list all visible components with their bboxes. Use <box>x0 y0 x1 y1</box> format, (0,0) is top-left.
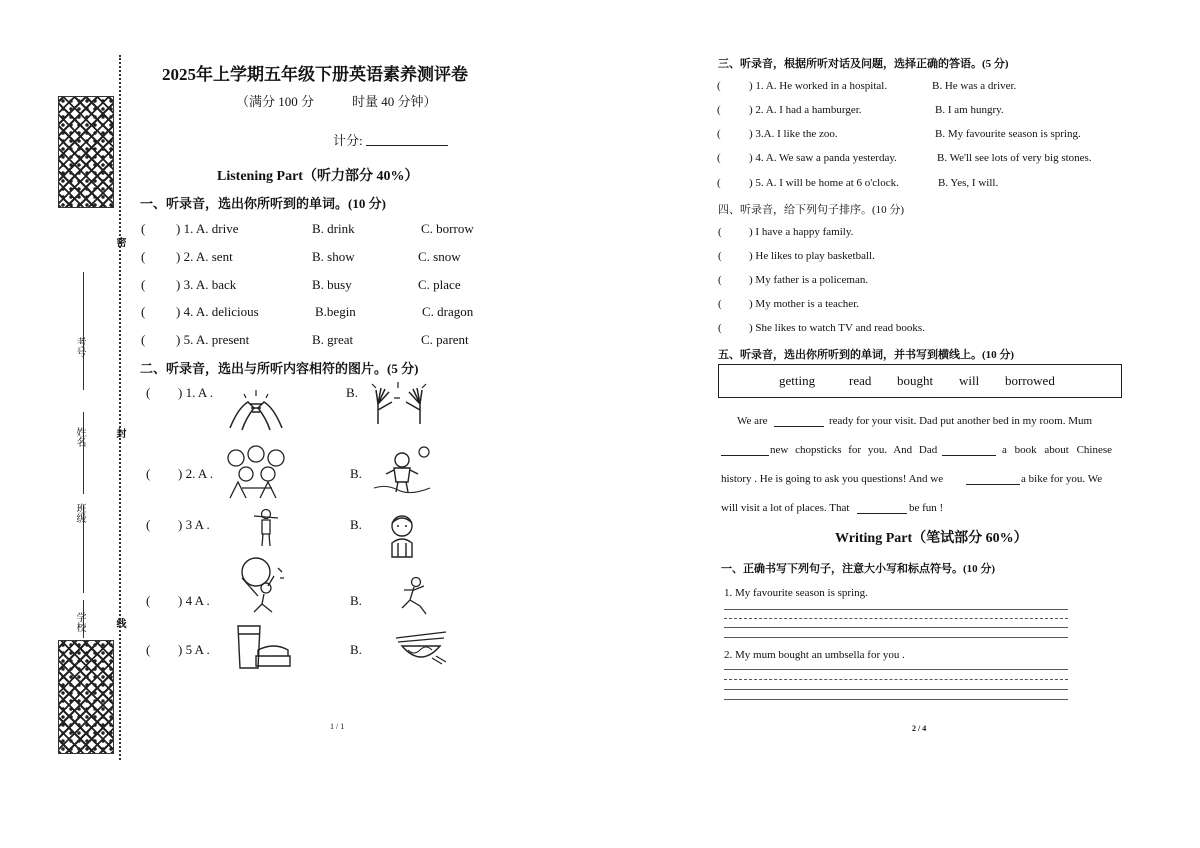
option-a-label: ) 4 A . <box>178 593 210 608</box>
blank-1[interactable] <box>774 415 824 427</box>
blank-2[interactable] <box>721 444 769 456</box>
exam-title: 2025年上学期五年级下册英语素养测评卷 <box>162 65 468 84</box>
word-bank-item: read <box>849 373 872 388</box>
w1-sentence-2: 2. My mum bought an umbsella for you . <box>724 649 905 661</box>
option-b: B. He was a driver. <box>932 80 1017 92</box>
answer-paren[interactable]: ( <box>141 332 146 347</box>
answer-paren[interactable]: ( <box>141 304 146 319</box>
waving-hands-picture <box>370 380 430 428</box>
answer-paren[interactable]: ( <box>146 517 151 532</box>
answer-paren[interactable]: ( <box>146 642 151 657</box>
option-c: C. snow <box>418 249 461 264</box>
option-b: B.begin <box>315 304 356 319</box>
passage-text: be fun ! <box>909 502 944 514</box>
full-score: （满分 100 分 <box>236 94 315 109</box>
label-feng: 封 <box>114 428 125 438</box>
blank-5[interactable] <box>857 502 907 514</box>
option-b: B. drink <box>312 221 355 236</box>
passage-text: a bike for you. We <box>1021 473 1103 485</box>
option-a: ) 2. A. sent <box>176 249 233 264</box>
sentence: ) My mother is a teacher. <box>749 298 859 310</box>
name-line-2 <box>83 412 84 494</box>
option-a: ) 5. A. present <box>176 332 250 347</box>
writing-line[interactable] <box>724 618 1068 619</box>
page2-number: 2 / 4 <box>912 724 927 733</box>
page1-number: 1 / 1 <box>330 722 345 731</box>
sec2-title: 二、听录音，选出与所听内容相符的图片。(5 分) <box>140 361 419 376</box>
w1-sentence-1: 1. My favourite season is spring. <box>724 587 868 599</box>
clapping-hands-picture <box>224 388 288 436</box>
option-a: ) 4. A. delicious <box>176 304 259 319</box>
answer-paren[interactable]: ( <box>141 277 146 292</box>
option-b: B. My favourite season is spring. <box>935 128 1081 140</box>
w1-title: 一、正确书写下列句子，注意大小写和标点符号。(10 分) <box>721 563 996 575</box>
kid-with-ball-picture <box>234 556 286 614</box>
sec1-title: 一、听录音，选出你所听到的单词。(10 分) <box>140 196 386 211</box>
answer-paren[interactable]: ( <box>717 177 721 189</box>
option-c: C. place <box>418 277 461 292</box>
milk-and-sandwich-picture <box>234 622 292 672</box>
option-a: ) 5. A. I will be home at 6 o'clock. <box>749 177 899 189</box>
time-limit: 时量 40 分钟） <box>352 94 437 109</box>
answer-paren[interactable]: ( <box>141 249 146 264</box>
margin-pattern-top <box>58 96 114 208</box>
option-b: B. great <box>312 332 354 347</box>
sec5-title: 五、听录音，选出你所听到的单词，并书写到横线上。(10 分) <box>718 349 1015 361</box>
sentence: ) She likes to watch TV and read books. <box>749 322 925 334</box>
noodle-bowl-picture <box>394 628 448 666</box>
answer-paren[interactable]: ( <box>146 385 151 400</box>
option-a-label: ) 2. A . <box>178 466 214 481</box>
option-b: B. We'll see lots of very big stones. <box>937 152 1092 164</box>
option-a: ) 1. A. He worked in a hospital. <box>749 80 888 92</box>
word-bank-item: bought <box>897 373 934 388</box>
writing-title: Writing Part（笔试部分 60%） <box>835 531 1028 546</box>
option-a-label: ) 3 A . <box>178 517 210 532</box>
writing-line[interactable] <box>724 609 1068 610</box>
answer-paren[interactable]: ( <box>718 298 722 310</box>
blank-3[interactable] <box>942 444 996 456</box>
margin-pattern-bottom <box>58 640 114 754</box>
passage-text: ready for your visit. Dad put another bed in my room. Mum <box>829 415 1093 427</box>
answer-paren[interactable]: ( <box>717 104 721 116</box>
blank-4[interactable] <box>966 473 1020 485</box>
sentence: ) I have a happy family. <box>749 226 854 238</box>
writing-line[interactable] <box>724 699 1068 700</box>
writing-line[interactable] <box>724 637 1068 638</box>
label-xian: 线 <box>114 618 125 628</box>
option-b: B. Yes, I will. <box>938 177 999 189</box>
passage-text: We are <box>737 415 768 427</box>
option-a: ) 4. A. We saw a panda yesterday. <box>749 152 897 164</box>
option-b-label: B. <box>350 466 362 481</box>
option-c: C. parent <box>421 332 469 347</box>
word-bank-item: will <box>959 373 980 388</box>
option-b-label: B. <box>350 642 362 657</box>
answer-paren[interactable]: ( <box>718 250 722 262</box>
writing-line[interactable] <box>724 627 1068 628</box>
sec3-title: 三、听录音，根据所听对话及问题，选择正确的答语。(5 分) <box>718 58 1009 70</box>
answer-paren[interactable]: ( <box>718 226 722 238</box>
passage-text: new chopsticks for you. And Dad <box>770 444 938 456</box>
option-a: ) 3.A. I like the zoo. <box>749 128 838 140</box>
passage-text: a book about Chinese <box>1002 444 1113 456</box>
binding-dotted-line <box>119 55 121 760</box>
score-label: 计分: <box>333 133 363 148</box>
writing-line[interactable] <box>724 679 1068 680</box>
option-a-label: ) 1. A . <box>178 385 214 400</box>
writing-line[interactable] <box>724 669 1068 670</box>
option-a: ) 2. A. I had a hamburger. <box>749 104 862 116</box>
sec4-title: 四、听录音，给下列句子排序。(10 分) <box>718 204 905 216</box>
running-kid-picture <box>396 576 432 616</box>
violin-player-picture <box>252 508 282 548</box>
option-b: B. I am hungry. <box>935 104 1004 116</box>
grandma-picture <box>384 513 420 559</box>
passage-text: will visit a lot of places. That <box>721 502 850 514</box>
passage-text: history . He is going to ask you questions! And we <box>721 473 944 485</box>
word-bank-item: borrowed <box>1005 373 1055 388</box>
answer-paren[interactable]: ( <box>717 128 721 140</box>
score-blank-line[interactable] <box>366 145 448 146</box>
answer-paren[interactable]: ( <box>717 152 721 164</box>
answer-paren[interactable]: ( <box>141 221 146 236</box>
word-bank-item: getting <box>779 373 816 388</box>
word-bank-box <box>718 364 1122 398</box>
option-b: B. busy <box>312 277 352 292</box>
option-c: C. dragon <box>422 304 474 319</box>
sentence: ) He likes to play basketball. <box>749 250 875 262</box>
label-xuexiao: 学校 <box>74 612 85 632</box>
answer-paren[interactable]: ( <box>146 466 151 481</box>
option-b-label: B. <box>346 385 358 400</box>
option-c: C. borrow <box>421 221 474 236</box>
label-banji: 班级 <box>74 503 85 523</box>
answer-paren[interactable]: ( <box>718 322 722 334</box>
option-a: ) 3. A. back <box>176 277 237 292</box>
writing-line[interactable] <box>724 689 1068 690</box>
label-kaohao: 考号 <box>74 337 85 357</box>
option-b: B. show <box>312 249 355 264</box>
listening-title: Listening Part（听力部分 40%） <box>217 169 419 184</box>
party-crowd-picture <box>224 444 290 500</box>
name-line-1 <box>83 272 84 390</box>
option-a: ) 1. A. drive <box>176 221 239 236</box>
option-b-label: B. <box>350 517 362 532</box>
answer-paren[interactable]: ( <box>718 274 722 286</box>
beach-boy-picture <box>372 444 432 496</box>
answer-paren[interactable]: ( <box>146 593 151 608</box>
label-mi: 密 <box>114 237 125 247</box>
option-a-label: ) 5 A . <box>178 642 210 657</box>
answer-paren[interactable]: ( <box>717 80 721 92</box>
label-xingming: 姓名 <box>74 427 85 447</box>
sentence: ) My father is a policeman. <box>749 274 869 286</box>
option-b-label: B. <box>350 593 362 608</box>
